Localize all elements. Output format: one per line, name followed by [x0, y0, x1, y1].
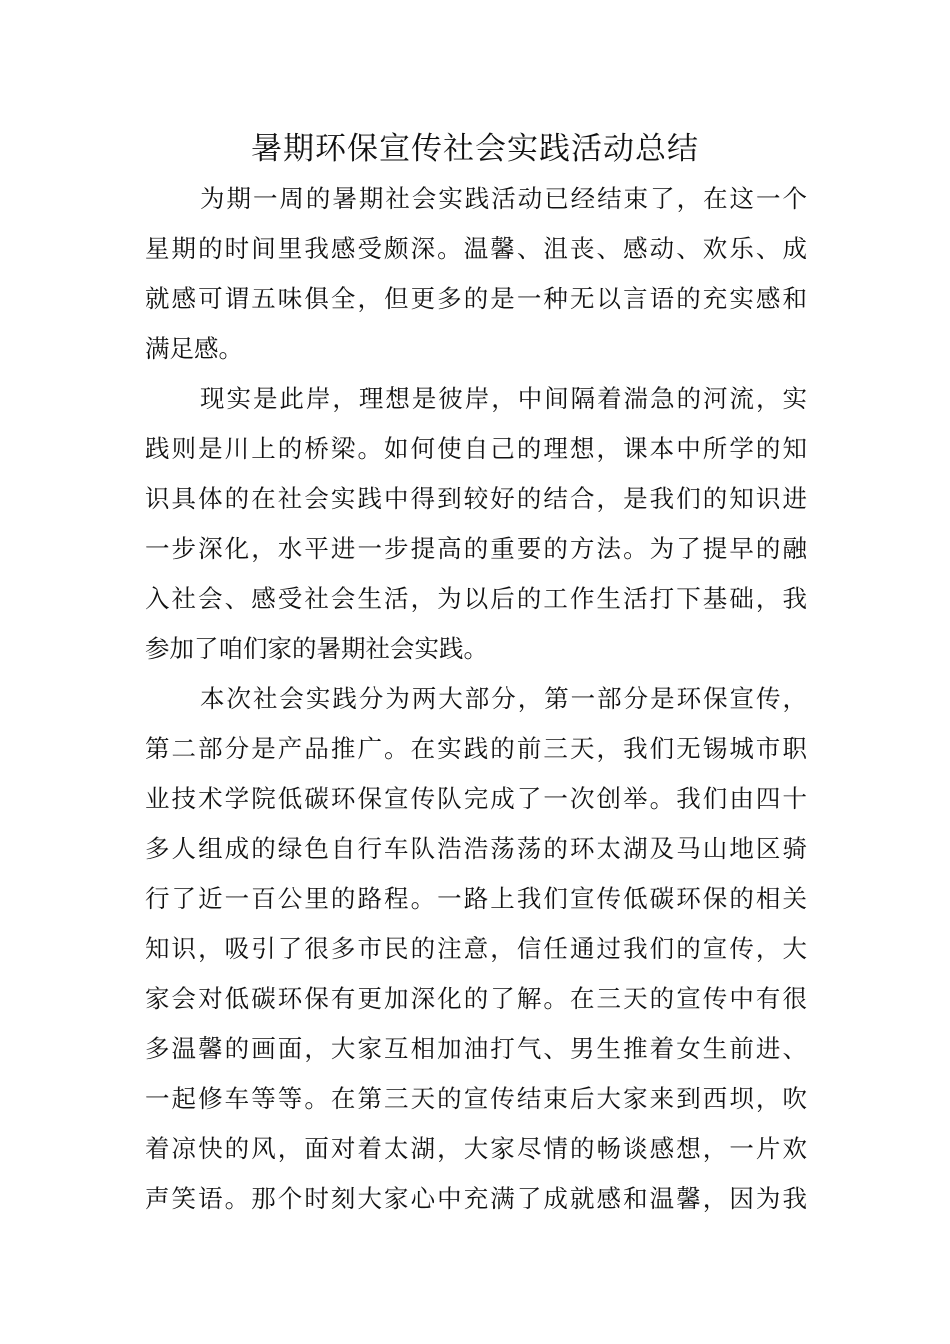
paragraph-line: 多人组成的绿色自行车队浩浩荡荡的环太湖及马山地区骑 — [145, 834, 807, 863]
paragraph-line: 满足感。 — [145, 334, 243, 363]
paragraph-line: 家会对低碳环保有更加深化的了解。在三天的宣传中有很 — [145, 984, 807, 1013]
paragraph-line: 一起修车等等。在第三天的宣传结束后大家来到西坝，吹 — [145, 1084, 807, 1113]
paragraph-line: 就感可谓五味俱全，但更多的是一种无以言语的充实感和 — [145, 284, 807, 313]
paragraph-line: 行了近一百公里的路程。一路上我们宣传低碳环保的相关 — [145, 884, 807, 913]
paragraph-line: 入社会、感受社会生活，为以后的工作生活打下基础，我 — [145, 584, 807, 613]
paragraph-line: 多温馨的画面，大家互相加油打气、男生推着女生前进、 — [145, 1034, 807, 1063]
paragraph-line: 践则是川上的桥梁。如何使自己的理想，课本中所学的知 — [145, 434, 807, 463]
paragraph-line: 本次社会实践分为两大部分，第一部分是环保宣传， — [200, 684, 807, 713]
paragraph-line: 着凉快的风，面对着太湖，大家尽情的畅谈感想，一片欢 — [145, 1134, 807, 1163]
paragraph-line: 星期的时间里我感受颇深。温馨、沮丧、感动、欢乐、成 — [145, 234, 807, 263]
paragraph-line: 知识，吸引了很多市民的注意，信任通过我们的宣传，大 — [145, 934, 807, 963]
paragraph-line: 为期一周的暑期社会实践活动已经结束了，在这一个 — [200, 184, 807, 213]
paragraph-line: 一步深化，水平进一步提高的重要的方法。为了提早的融 — [145, 534, 807, 563]
paragraph-line: 识具体的在社会实践中得到较好的结合，是我们的知识进 — [145, 484, 807, 513]
paragraph-line: 声笑语。那个时刻大家心中充满了成就感和温馨，因为我 — [145, 1184, 807, 1213]
paragraph-line: 现实是此岸，理想是彼岸，中间隔着湍急的河流，实 — [200, 384, 807, 413]
paragraph-line: 参加了咱们家的暑期社会实践。 — [145, 634, 488, 663]
document-title: 暑期环保宣传社会实践活动总结 — [251, 131, 699, 167]
paragraph-line: 业技术学院低碳环保宣传队完成了一次创举。我们由四十 — [145, 784, 807, 813]
paragraph-line: 第二部分是产品推广。在实践的前三天，我们无锡城市职 — [145, 734, 807, 763]
